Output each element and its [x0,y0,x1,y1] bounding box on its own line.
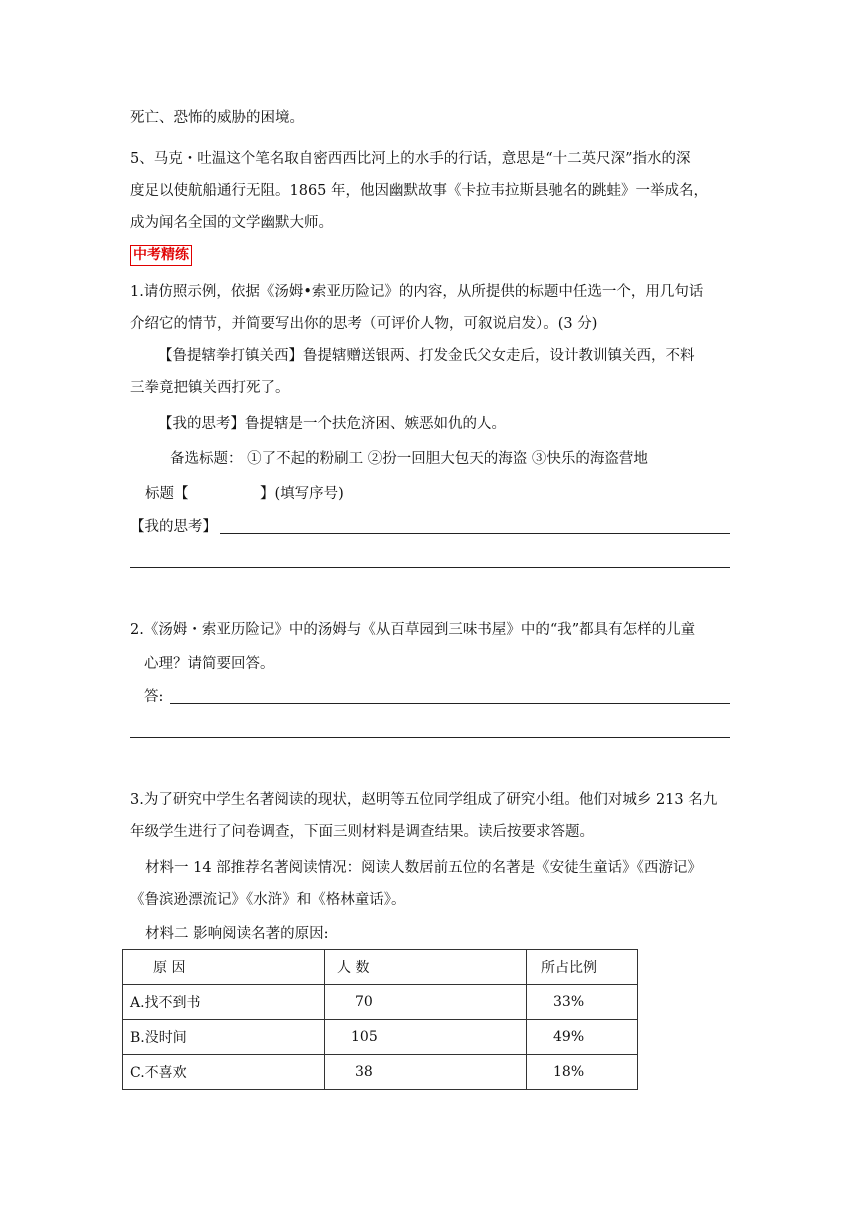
q3-material1-line-1: 材料一 14 部推荐名著阅读情况：阅读人数居前五位的名著是《安徒生童话》《西游记》 [145,860,702,876]
q1-line-2: 介绍它的情节，并简要写出你的思考（可评价人物，可叙说启发）。(3 分) [130,316,598,332]
q1-title-label: 标题【 [145,486,189,502]
q2-line-1: 2.《汤姆・索亚历险记》中的汤姆与《从百草园到三味书屋》中的“我”都具有怎样的儿童 [130,622,696,638]
answer-line [170,703,730,704]
section-heading: 中考精练 [130,245,192,266]
table-cell: B.没时间 [123,1020,325,1055]
q3-line-1: 3.为了研究中学生名著阅读的现状，赵明等五位同学组成了研究小组。他们对城乡 213 名九 [130,792,718,808]
table-header-row [123,950,638,985]
answer-line [130,567,730,568]
q3-line-2: 年级学生进行了问卷调查，下面三则材料是调查结果。读后按要求答题。 [130,824,594,840]
table-header-cell: 所占比例 [527,950,638,985]
table-header-cell: 原 因 [123,950,325,985]
table-header-cell: 人 数 [325,950,527,985]
q1-thought-label: 【我的思考】 [130,519,217,535]
table-cell: 70 [325,985,527,1020]
table-cell: 33% [527,985,638,1020]
q3-material2: 材料二 影响阅读名著的原因: [145,926,329,942]
answer-line [220,533,730,534]
table-cell: 38 [325,1055,527,1090]
reasons-table [122,949,638,1090]
intro-line-3: 度足以使航船通行无阻。1865 年，他因幽默故事《卡拉韦拉斯县驰名的跳蛙》一举成名， [130,183,709,199]
table-row [123,1020,638,1055]
table-row [123,985,638,1020]
q2-answer-label: 答: [144,689,164,705]
table-cell: 18% [527,1055,638,1090]
intro-line-2: 5、马克・吐温这个笔名取自密西西比河上的水手的行话，意思是“十二英尺深”指水的深 [130,151,691,167]
q2-line-2: 心理？请简要回答。 [144,656,275,672]
q1-title-suffix: 】(填写序号) [260,486,344,502]
table-row [123,1055,638,1090]
table-cell: C.不喜欢 [123,1055,325,1090]
q1-example-line-2: 三拳竟把镇关西打死了。 [130,380,290,396]
q1-line-1: 1.请仿照示例，依据《汤姆•索亚历险记》的内容，从所提供的标题中任选一个，用几句话 [130,284,704,300]
table-cell: 49% [527,1020,638,1055]
q1-example-line-1: 【鲁提辖拳打镇关西】鲁提辖赠送银两、打发金氏父女走后，设计教训镇关西，不料 [158,348,695,364]
q1-options: 备选标题： ①了不起的粉刷工 ②扮一回胆大包天的海盗 ③快乐的海盗营地 [170,451,648,467]
table-cell: A.找不到书 [123,985,325,1020]
answer-line [130,737,730,738]
intro-line-1: 死亡、恐怖的威胁的困境。 [130,110,304,126]
table-cell: 105 [325,1020,527,1055]
intro-line-4: 成为闻名全国的文学幽默大师。 [130,215,333,231]
q3-material1-line-2: 《鲁滨逊漂流记》《水浒》和《格林童话》。 [130,892,406,908]
q1-example-thought: 【我的思考】鲁提辖是一个扶危济困、嫉恶如仇的人。 [158,416,506,432]
